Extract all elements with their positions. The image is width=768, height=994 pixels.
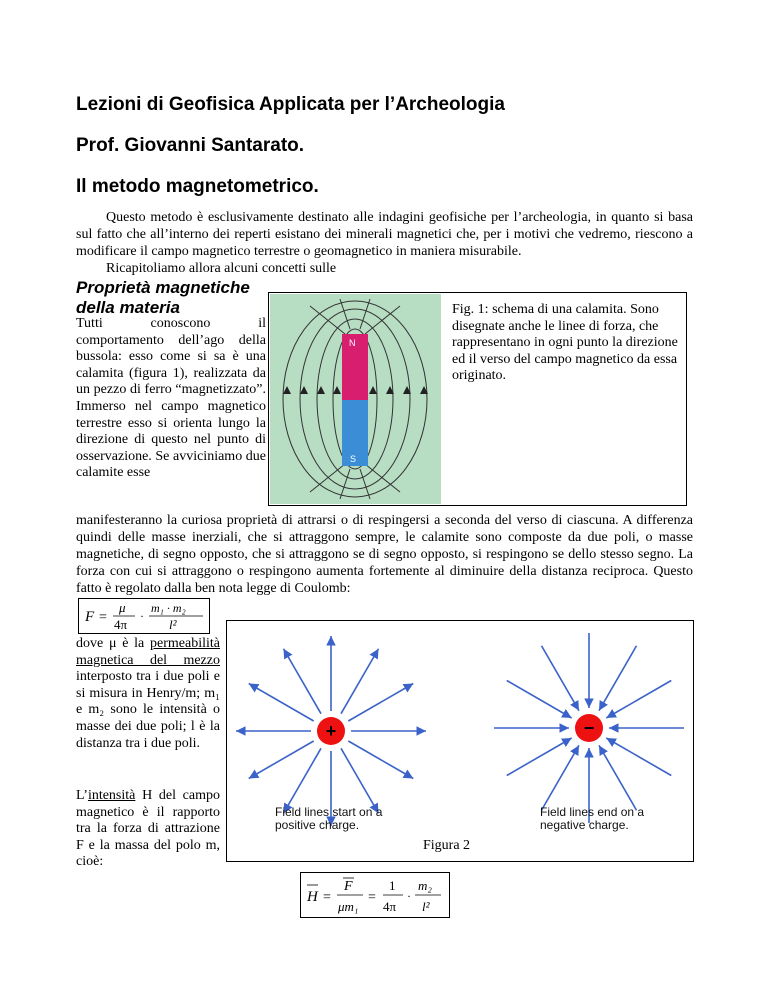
svg-text:=: = bbox=[99, 610, 107, 625]
author-line: Prof. Giovanni Santarato. bbox=[76, 135, 305, 156]
north-pole-label: N bbox=[349, 338, 356, 348]
svg-text:=: = bbox=[368, 890, 376, 905]
magnet-field-diagram bbox=[270, 294, 441, 504]
formula2-one: 1 bbox=[389, 878, 396, 893]
field-line-arrow bbox=[348, 741, 413, 779]
formula1-fourpi: 4π bbox=[114, 617, 128, 632]
negative-charge-group bbox=[494, 633, 684, 823]
formula2-lhs: H bbox=[307, 889, 318, 905]
formula1-denominator: l² bbox=[169, 617, 177, 632]
field-line-arrow bbox=[542, 745, 580, 810]
positive-charge-sign: + bbox=[325, 721, 337, 741]
formula2-pole-mass: μm₁ bbox=[338, 899, 359, 914]
chapter-title: Il metodo magnetometrico. bbox=[76, 176, 319, 197]
section-heading-line2: della materia bbox=[76, 298, 180, 317]
document-title: Lezioni di Geofisica Applicata per l’Archeologia bbox=[76, 94, 505, 115]
formula1-mu: μ bbox=[119, 600, 126, 615]
field-line-arrow bbox=[341, 748, 379, 813]
positive-charge-group bbox=[236, 636, 426, 826]
field-line-arrow bbox=[507, 681, 572, 719]
figure-1-caption: Fig. 1: schema di una calamita. Sono disegnate anche le linee di forza, che rappresentano in ogni punto la direzione ed il verso del campo magnetico da essa originato. bbox=[452, 302, 678, 384]
field-line-arrow bbox=[249, 741, 314, 779]
formula2-force: F bbox=[344, 879, 353, 894]
field-line-arrow bbox=[348, 684, 413, 722]
intensity-term: intensità bbox=[87, 788, 136, 803]
field-line-arrow bbox=[606, 738, 671, 776]
svg-text:=: = bbox=[323, 890, 331, 905]
intensity-text: L’intensità H del campo magnetico è il rapporto tra la forza di attrazione F e la massa del polo m, cioè: bbox=[76, 788, 220, 870]
field-line-arrow bbox=[284, 649, 322, 714]
field-line-arrow bbox=[599, 745, 637, 810]
field-line-arrow bbox=[542, 646, 580, 711]
svg-text:·: · bbox=[407, 889, 411, 903]
formula1-numerator: m₁ · m₂ bbox=[151, 601, 186, 615]
formula2-fourpi: 4π bbox=[383, 899, 397, 914]
magnet-figure bbox=[270, 294, 441, 504]
field-line-arrow bbox=[284, 748, 322, 813]
explanation-text: dove μ è la permeabilità magnetica del mezzo interposto tra i due poli e si misura in Henry/m; m₁ e m₂ sono le intensità o masse dei due poli; l è la distanza tra i due poli. bbox=[76, 636, 220, 751]
formula2-l2: l² bbox=[422, 899, 430, 914]
field-line-arrow bbox=[599, 646, 637, 711]
field-line-arrow bbox=[606, 681, 671, 719]
formula2-m2: m₂ bbox=[418, 878, 432, 893]
field-line-arrow bbox=[249, 684, 314, 722]
permeability-term: permeabilità magnetica del mezzo bbox=[76, 636, 220, 668]
section-narrow-text: Tutti conoscono il comportamento dell’ago della bussola: esso come si sa è una calamita (figura 1), realizzata da un pezzo di ferro “magnetizzato”. Immerso nel campo magnetico terrestre esso si orienta lungo la direzione di questo nel punto di osservazione. Se avviciniamo due calamite esse bbox=[76, 316, 266, 481]
intro-paragraph: Questo metodo è esclusivamente destinato alle indagini geofisiche per l’archeologia, in quanto si basa sul fatto che all’interno dei reperti esistano dei minerali magnetici che, per i motivi che vedremo, riescono a modificare il campo magnetico terrestre o geomagnetico in maniera misurabile. bbox=[76, 210, 693, 259]
formula1-lhs: F bbox=[85, 609, 95, 625]
field-line-arrow bbox=[507, 738, 572, 776]
figure-2-caption: Figura 2 bbox=[423, 838, 471, 853]
svg-text:·: · bbox=[140, 609, 144, 623]
coulomb-formula bbox=[78, 598, 210, 634]
field-line-arrow bbox=[341, 649, 379, 714]
south-pole-label: S bbox=[350, 454, 357, 464]
negative-charge-sign: − bbox=[583, 718, 595, 738]
section-full-text: manifesteranno la curiosa proprietà di attrarsi o di respingersi a seconda del verso di ciascuna. A differenza quindi delle masse inerziali, che si attraggono sempre, le calamite sono composte da due poli, o masse magnetiche, di segno opposto, che si attraggono se di segno opposto, si respingono se dello stesso segno. La forza con cui si attraggono o respingono aumenta fortemente al diminuire della distanza reciproca. Questo fatto è regolato dalla ben nota legge di Coulomb: bbox=[76, 513, 693, 596]
intro-paragraph-2: Ricapitoliamo allora alcuni concetti sulle bbox=[106, 261, 337, 276]
charge-field-figure bbox=[232, 628, 688, 834]
negative-charge-label: Field lines end on a negative charge. bbox=[540, 805, 645, 832]
section-heading-line1: Proprietà magnetiche bbox=[76, 278, 250, 297]
section-heading bbox=[76, 278, 250, 318]
field-intensity-formula bbox=[300, 872, 450, 918]
positive-charge-label: Field lines start on a positive charge. bbox=[275, 805, 383, 832]
charge-field-diagram bbox=[232, 628, 688, 834]
